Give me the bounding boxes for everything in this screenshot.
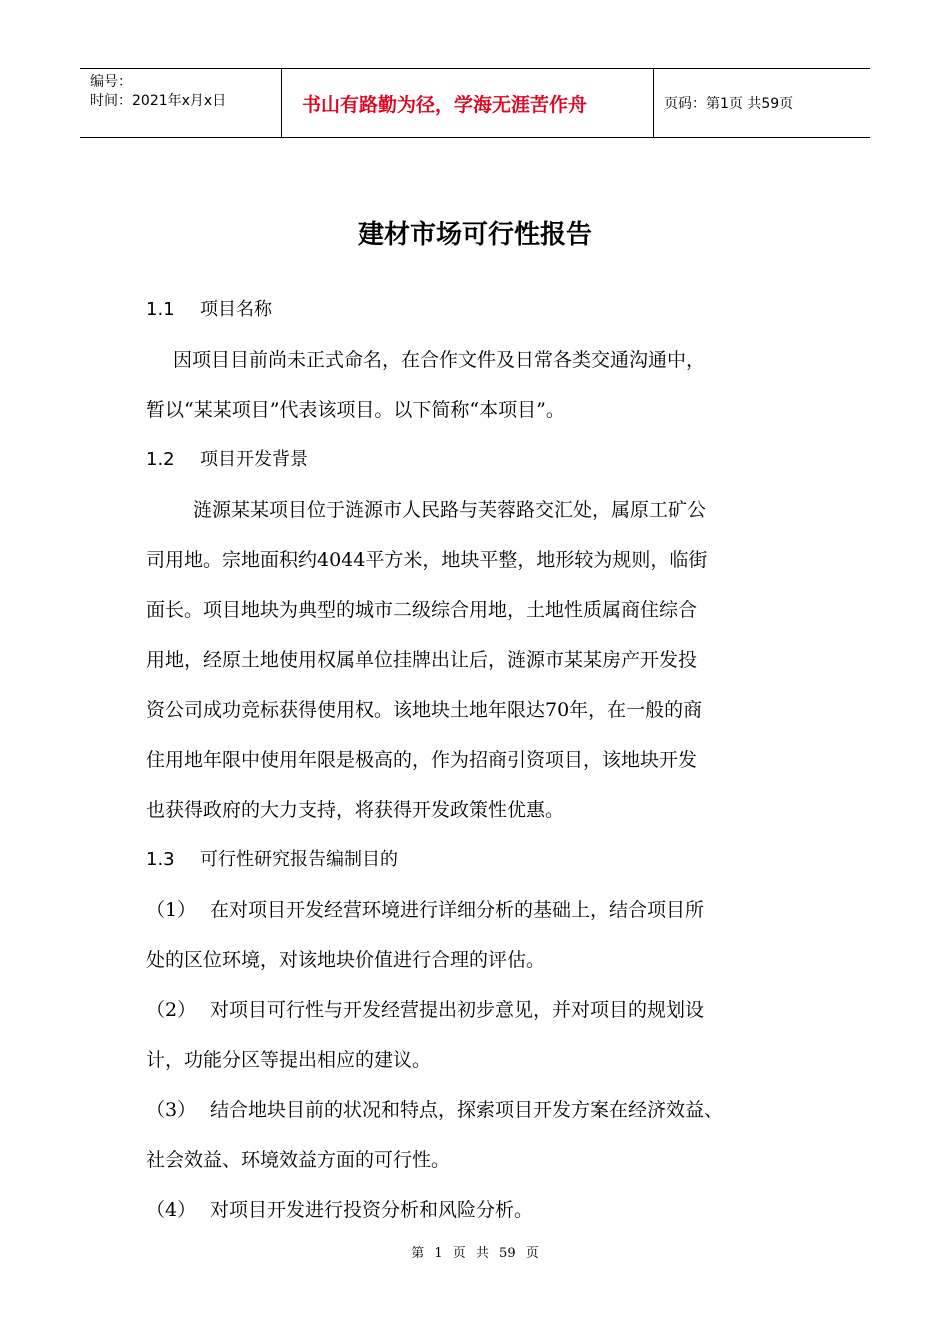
- list-item-marker: （3）: [146, 1099, 197, 1121]
- paragraph-line: 涟源某某项目位于涟源市人民路与芙蓉路交汇处，属原工矿公: [193, 499, 707, 521]
- document-body: [146, 285, 806, 1235]
- paragraph-line: 用地，经原土地使用权属单位挂牌出让后，涟源市某某房产开发投: [146, 649, 698, 671]
- header-motto: 书山有路勤为径，学海无涯苦作舟: [281, 69, 654, 137]
- document-date-label: 时间：2021年x月x日: [90, 93, 227, 109]
- list-item: [146, 885, 806, 935]
- section-heading: [146, 285, 806, 335]
- paragraph-line: 因项目目前尚未正式命名，在合作文件及日常各类交通沟通中，: [173, 349, 706, 371]
- section-number: 1.2: [146, 449, 175, 470]
- header-page-info: 页码：第1页 共59页: [664, 96, 794, 112]
- list-item-marker: （4）: [146, 1199, 197, 1221]
- section-heading: [146, 435, 806, 485]
- section-title: 项目名称: [200, 299, 272, 320]
- list-item-marker: （1）: [146, 899, 197, 921]
- paragraph-line: 住用地年限中使用年限是极高的，作为招商引资项目，该地块开发: [146, 749, 698, 771]
- section-number: 1.3: [146, 849, 175, 870]
- list-item-continuation: 社会效益、环境效益方面的可行性。: [146, 1149, 451, 1171]
- list-item-text: 在对项目开发经营环境进行详细分析的基础上，结合项目所: [210, 899, 705, 921]
- list-item-text: 对项目开发进行投资分析和风险分析。: [210, 1199, 534, 1221]
- list-item: [146, 985, 806, 1035]
- list-item-continuation: 处的区位环境，对该地块价值进行合理的评估。: [146, 949, 546, 971]
- header-meta-cell: [80, 69, 281, 137]
- list-item-text: 结合地块目前的状况和特点，探索项目开发方案在经济效益、: [210, 1099, 724, 1121]
- page-footer: 第 1 页 共 59 页: [411, 1246, 539, 1261]
- paragraph-line: 暂以“某某项目”代表该项目。以下简称“本项目”。: [146, 399, 565, 421]
- section-heading: [146, 835, 806, 885]
- section-title: 可行性研究报告编制目的: [200, 849, 398, 870]
- paragraph-line: 也获得政府的大力支持，将获得开发政策性优惠。: [146, 799, 565, 821]
- list-item: [146, 1085, 806, 1135]
- paragraph-line: 司用地。宗地面积约4044平方米，地块平整，地形较为规则，临街: [146, 549, 708, 571]
- section-title: 项目开发背景: [200, 449, 308, 470]
- document-title: 建材市场可行性报告: [357, 220, 592, 250]
- list-item-continuation: 计，功能分区等提出相应的建议。: [146, 1049, 432, 1071]
- list-item-marker: （2）: [146, 999, 197, 1021]
- document-number-label: 编号：: [90, 74, 132, 90]
- paragraph-line: 面长。项目地块为典型的城市二级综合用地，土地性质属商住综合: [146, 599, 698, 621]
- list-item-text: 对项目可行性与开发经营提出初步意见，并对项目的规划设: [210, 999, 705, 1021]
- page-header: [80, 68, 870, 138]
- section-number: 1.1: [146, 299, 175, 320]
- paragraph-line: 资公司成功竞标获得使用权。该地块土地年限达70年，在一般的商: [146, 699, 703, 721]
- list-item: [146, 1185, 806, 1235]
